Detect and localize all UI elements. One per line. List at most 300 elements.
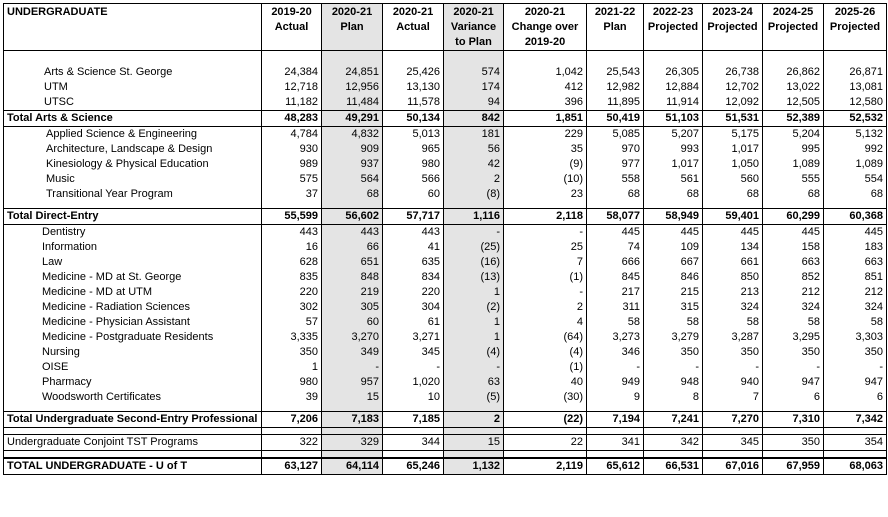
cell-value: 12,092	[703, 95, 763, 111]
cell-value: 68,063	[824, 458, 887, 475]
cell-value: 566	[383, 172, 444, 187]
cell-value: 13,081	[824, 80, 887, 95]
cell-value: 15	[322, 390, 383, 405]
cell-value	[262, 51, 322, 66]
cell-value: 12,884	[644, 80, 703, 95]
cell-value: 663	[763, 255, 824, 270]
cell-value: -	[444, 360, 504, 375]
cell-value: 16	[262, 240, 322, 255]
cell-value: 11,914	[644, 95, 703, 111]
cell-value: 561	[644, 172, 703, 187]
cell-value: 666	[587, 255, 644, 270]
column-header-line: Actual	[274, 21, 309, 33]
cell-value: 445	[703, 225, 763, 241]
cell-value: 628	[262, 255, 322, 270]
cell-value: 13,022	[763, 80, 824, 95]
cell-value: 937	[322, 157, 383, 172]
cell-value: 574	[444, 65, 504, 80]
cell-value	[703, 51, 763, 66]
cell-value: 970	[587, 142, 644, 157]
cell-value: 940	[703, 375, 763, 390]
column-header	[763, 4, 824, 51]
cell-value: 993	[644, 142, 703, 157]
cell-value: 667	[644, 255, 703, 270]
cell-value: 443	[262, 225, 322, 241]
cell-value: 1,089	[763, 157, 824, 172]
cell-value: 66	[322, 240, 383, 255]
cell-value: 1,017	[644, 157, 703, 172]
row-label: Total Direct-Entry	[4, 209, 262, 225]
column-header-line: 2025-26	[834, 6, 876, 18]
row-label: Medicine - Radiation Sciences	[4, 300, 262, 315]
cell-value	[644, 51, 703, 66]
cell-value	[322, 451, 383, 459]
cell-value: 66,531	[644, 458, 703, 475]
row-label: UTM	[4, 80, 262, 95]
cell-value: 7,270	[703, 412, 763, 428]
cell-value: 41	[383, 240, 444, 255]
cell-value: 56	[444, 142, 504, 157]
cell-value: 5,132	[824, 127, 887, 143]
cell-value: 5,175	[703, 127, 763, 143]
cell-value: 564	[322, 172, 383, 187]
cell-value: 3,303	[824, 330, 887, 345]
cell-value	[383, 428, 444, 435]
cell-value: 22	[504, 435, 587, 451]
cell-value: 26,738	[703, 65, 763, 80]
cell-value: 7,206	[262, 412, 322, 428]
cell-value	[587, 428, 644, 435]
column-header-line: 2022-23	[652, 6, 694, 18]
cell-value: (1)	[504, 360, 587, 375]
cell-value: 25,543	[587, 65, 644, 80]
cell-value: 11,578	[383, 95, 444, 111]
cell-value: 60	[383, 187, 444, 202]
table-row	[4, 360, 887, 375]
table-row	[4, 330, 887, 345]
cell-value	[444, 451, 504, 459]
cell-value: 1,042	[504, 65, 587, 80]
cell-value: 7,342	[824, 412, 887, 428]
table-row	[4, 255, 887, 270]
cell-value: 42	[444, 157, 504, 172]
cell-value: (4)	[504, 345, 587, 360]
cell-value	[587, 451, 644, 459]
column-header	[703, 4, 763, 51]
cell-value: 183	[824, 240, 887, 255]
cell-value: 850	[703, 270, 763, 285]
cell-value: 1,116	[444, 209, 504, 225]
cell-value: 304	[383, 300, 444, 315]
cell-value	[322, 51, 383, 66]
cell-value	[644, 428, 703, 435]
cell-value: (25)	[444, 240, 504, 255]
cell-value: 158	[763, 240, 824, 255]
cell-value: 63	[444, 375, 504, 390]
row-label	[4, 451, 262, 459]
cell-value: 58	[644, 315, 703, 330]
column-header-line: 2019-20	[271, 6, 312, 18]
cell-value: 24,384	[262, 65, 322, 80]
cell-value: 68	[703, 187, 763, 202]
enrolment-table-container	[3, 3, 886, 514]
cell-value: 58,949	[644, 209, 703, 225]
cell-value: 5,207	[644, 127, 703, 143]
row-label: Music	[4, 172, 262, 187]
column-header-line: 2020-21	[392, 6, 434, 18]
column-header-line: Change over	[511, 21, 579, 33]
column-header-line: to Plan	[455, 36, 492, 48]
cell-value: -	[644, 360, 703, 375]
cell-value: 349	[322, 345, 383, 360]
cell-value	[504, 428, 587, 435]
cell-value: -	[763, 360, 824, 375]
cell-value: 134	[703, 240, 763, 255]
cell-value: 25,426	[383, 65, 444, 80]
table-row	[4, 225, 887, 241]
row-label: Medicine - Physician Assistant	[4, 315, 262, 330]
table-row	[4, 300, 887, 315]
column-header-line: Projected	[829, 21, 881, 33]
cell-value: 12,956	[322, 80, 383, 95]
table-row	[4, 65, 887, 80]
row-label: Transitional Year Program	[4, 187, 262, 202]
column-header-line: 2020-21	[524, 6, 566, 18]
cell-value: 345	[703, 435, 763, 451]
table-row	[4, 187, 887, 202]
column-header	[444, 4, 504, 51]
cell-value: 217	[587, 285, 644, 300]
cell-value: 9	[587, 390, 644, 405]
total-row	[4, 458, 887, 475]
cell-value: 40	[504, 375, 587, 390]
cell-value: -	[703, 360, 763, 375]
cell-value: 1	[444, 330, 504, 345]
cell-value: 948	[644, 375, 703, 390]
spacer-row	[4, 51, 887, 66]
cell-value: 575	[262, 172, 322, 187]
row-label: Nursing	[4, 345, 262, 360]
cell-value: 12,702	[703, 80, 763, 95]
cell-value: 661	[703, 255, 763, 270]
column-header	[824, 4, 887, 51]
cell-value: 58	[824, 315, 887, 330]
cell-value: 947	[824, 375, 887, 390]
cell-value: 212	[824, 285, 887, 300]
cell-value: 845	[587, 270, 644, 285]
cell-value: (13)	[444, 270, 504, 285]
cell-value	[824, 51, 887, 66]
cell-value	[504, 51, 587, 66]
total-row	[4, 111, 887, 127]
cell-value: 3,270	[322, 330, 383, 345]
row-label: Medicine - MD at St. George	[4, 270, 262, 285]
cell-value: 315	[644, 300, 703, 315]
column-header-line: Actual	[396, 21, 430, 33]
cell-value: 58	[587, 315, 644, 330]
column-header	[644, 4, 703, 51]
cell-value: 11,182	[262, 95, 322, 111]
table-row	[4, 80, 887, 95]
cell-value: 13,130	[383, 80, 444, 95]
cell-value: 834	[383, 270, 444, 285]
cell-value: 220	[262, 285, 322, 300]
cell-value: 354	[824, 435, 887, 451]
cell-value: 26,871	[824, 65, 887, 80]
cell-value: 311	[587, 300, 644, 315]
cell-value: 3,287	[703, 330, 763, 345]
cell-value: 2,118	[504, 209, 587, 225]
cell-value: 848	[322, 270, 383, 285]
cell-value: 49,291	[322, 111, 383, 127]
cell-value: 835	[262, 270, 322, 285]
cell-value: 11,895	[587, 95, 644, 111]
total-row	[4, 209, 887, 225]
column-header-line: Plan	[603, 21, 627, 33]
cell-value: 324	[703, 300, 763, 315]
row-label: Pharmacy	[4, 375, 262, 390]
cell-value: 7,185	[383, 412, 444, 428]
cell-value: (8)	[444, 187, 504, 202]
column-header-line: 2019-20	[524, 36, 566, 48]
cell-value: 396	[504, 95, 587, 111]
cell-value: 851	[824, 270, 887, 285]
cell-value: 109	[644, 240, 703, 255]
cell-value	[703, 451, 763, 459]
cell-value: 51,103	[644, 111, 703, 127]
cell-value: 350	[703, 345, 763, 360]
table-row	[4, 345, 887, 360]
cell-value: 65,612	[587, 458, 644, 475]
cell-value: 67,959	[763, 458, 824, 475]
spacer-row	[4, 428, 887, 435]
cell-value: 3,335	[262, 330, 322, 345]
cell-value: (9)	[504, 157, 587, 172]
cell-value: (10)	[504, 172, 587, 187]
column-header-line: Projected	[707, 21, 758, 33]
cell-value: 58,077	[587, 209, 644, 225]
cell-value: 980	[383, 157, 444, 172]
cell-value: 5,013	[383, 127, 444, 143]
cell-value: 51,531	[703, 111, 763, 127]
cell-value: 35	[504, 142, 587, 157]
row-label: Law	[4, 255, 262, 270]
cell-value: 560	[703, 172, 763, 187]
cell-value: 350	[763, 345, 824, 360]
cell-value: 554	[824, 172, 887, 187]
row-label: Medicine - MD at UTM	[4, 285, 262, 300]
cell-value: 965	[383, 142, 444, 157]
column-header-line: Projected	[767, 21, 819, 33]
cell-value: 989	[262, 157, 322, 172]
cell-value: (30)	[504, 390, 587, 405]
row-label: Medicine - Postgraduate Residents	[4, 330, 262, 345]
cell-value	[824, 451, 887, 459]
cell-value: 68	[763, 187, 824, 202]
cell-value: 1	[444, 285, 504, 300]
cell-value	[262, 428, 322, 435]
cell-value	[763, 428, 824, 435]
cell-value: 324	[763, 300, 824, 315]
cell-value: 443	[383, 225, 444, 241]
row-label	[4, 51, 262, 66]
cell-value: 56,602	[322, 209, 383, 225]
cell-value: 213	[703, 285, 763, 300]
cell-value: 67,016	[703, 458, 763, 475]
cell-value: 3,271	[383, 330, 444, 345]
column-header	[587, 4, 644, 51]
cell-value: 5,204	[763, 127, 824, 143]
cell-value: 10	[383, 390, 444, 405]
cell-value: 39	[262, 390, 322, 405]
column-header	[504, 4, 587, 51]
cell-value: 346	[587, 345, 644, 360]
table-row	[4, 315, 887, 330]
cell-value: 947	[763, 375, 824, 390]
cell-value: 58	[703, 315, 763, 330]
table-row	[4, 172, 887, 187]
cell-value: 2,119	[504, 458, 587, 475]
table-row	[4, 142, 887, 157]
row-label: Dentistry	[4, 225, 262, 241]
cell-value: 63,127	[262, 458, 322, 475]
cell-value: 8	[644, 390, 703, 405]
cell-value: 651	[322, 255, 383, 270]
cell-value	[587, 51, 644, 66]
cell-value: 322	[262, 435, 322, 451]
column-header-line: Plan	[340, 21, 364, 33]
cell-value: 52,389	[763, 111, 824, 127]
table-row	[4, 285, 887, 300]
table-row	[4, 95, 887, 111]
cell-value: 219	[322, 285, 383, 300]
cell-value	[383, 51, 444, 66]
cell-value: 445	[587, 225, 644, 241]
cell-value: (22)	[504, 412, 587, 428]
table-row	[4, 270, 887, 285]
cell-value: 15	[444, 435, 504, 451]
column-header-line: 2020-21	[331, 6, 373, 18]
cell-value	[763, 451, 824, 459]
cell-value: 12,982	[587, 80, 644, 95]
cell-value: 1	[444, 315, 504, 330]
cell-value	[262, 451, 322, 459]
cell-value: 174	[444, 80, 504, 95]
cell-value: 7,194	[587, 412, 644, 428]
cell-value: 55,599	[262, 209, 322, 225]
cell-value: 65,246	[383, 458, 444, 475]
cell-value: -	[383, 360, 444, 375]
row-label: Applied Science & Engineering	[4, 127, 262, 143]
cell-value: 57,717	[383, 209, 444, 225]
cell-value: 3,295	[763, 330, 824, 345]
cell-value: 635	[383, 255, 444, 270]
cell-value: 555	[763, 172, 824, 187]
cell-value: 26,305	[644, 65, 703, 80]
row-label: UTSC	[4, 95, 262, 111]
cell-value: 58	[763, 315, 824, 330]
cell-value: 37	[262, 187, 322, 202]
cell-value: 350	[824, 345, 887, 360]
cell-value: 1,089	[824, 157, 887, 172]
cell-value: 2	[504, 300, 587, 315]
cell-value: 59,401	[703, 209, 763, 225]
section-title: UNDERGRADUATE	[4, 4, 262, 51]
cell-value: 181	[444, 127, 504, 143]
table-row	[4, 157, 887, 172]
cell-value: 1,017	[703, 142, 763, 157]
cell-value: 445	[763, 225, 824, 241]
cell-value: -	[444, 225, 504, 241]
cell-value: 324	[824, 300, 887, 315]
cell-value: 445	[824, 225, 887, 241]
cell-value: 68	[587, 187, 644, 202]
cell-value: 3,273	[587, 330, 644, 345]
cell-value: 212	[763, 285, 824, 300]
cell-value: -	[504, 285, 587, 300]
cell-value: 7,310	[763, 412, 824, 428]
column-header-line: 2020-21	[453, 6, 494, 18]
column-header	[322, 4, 383, 51]
cell-value	[824, 428, 887, 435]
cell-value: 7	[504, 255, 587, 270]
cell-value: 1,020	[383, 375, 444, 390]
cell-value: 4,832	[322, 127, 383, 143]
table-row	[4, 435, 887, 451]
column-header-line: 2021-22	[594, 6, 636, 18]
cell-value: 949	[587, 375, 644, 390]
row-label: Architecture, Landscape & Design	[4, 142, 262, 157]
cell-value: 980	[262, 375, 322, 390]
cell-value: 1,851	[504, 111, 587, 127]
cell-value: 4	[504, 315, 587, 330]
row-label: OISE	[4, 360, 262, 375]
cell-value: -	[587, 360, 644, 375]
cell-value: 50,134	[383, 111, 444, 127]
cell-value: 341	[587, 435, 644, 451]
cell-value: 6	[763, 390, 824, 405]
cell-value: 12,718	[262, 80, 322, 95]
cell-value: 305	[322, 300, 383, 315]
cell-value: 344	[383, 435, 444, 451]
cell-value: (4)	[444, 345, 504, 360]
cell-value: 663	[824, 255, 887, 270]
cell-value	[383, 451, 444, 459]
row-label: TOTAL UNDERGRADUATE - U of T	[4, 458, 262, 475]
cell-value: (64)	[504, 330, 587, 345]
table-row	[4, 240, 887, 255]
cell-value: 7	[703, 390, 763, 405]
cell-value: (2)	[444, 300, 504, 315]
cell-value: 68	[322, 187, 383, 202]
cell-value: 852	[763, 270, 824, 285]
column-header	[262, 4, 322, 51]
cell-value: 23	[504, 187, 587, 202]
cell-value: (1)	[504, 270, 587, 285]
row-label	[4, 428, 262, 435]
cell-value: 977	[587, 157, 644, 172]
cell-value: 992	[824, 142, 887, 157]
cell-value	[322, 428, 383, 435]
total-row	[4, 412, 887, 428]
row-label: Woodsworth Certificates	[4, 390, 262, 405]
cell-value: 60,368	[824, 209, 887, 225]
cell-value: 558	[587, 172, 644, 187]
cell-value: -	[824, 360, 887, 375]
row-label: Undergraduate Conjoint TST Programs	[4, 435, 262, 451]
cell-value: 1,132	[444, 458, 504, 475]
cell-value: 60,299	[763, 209, 824, 225]
